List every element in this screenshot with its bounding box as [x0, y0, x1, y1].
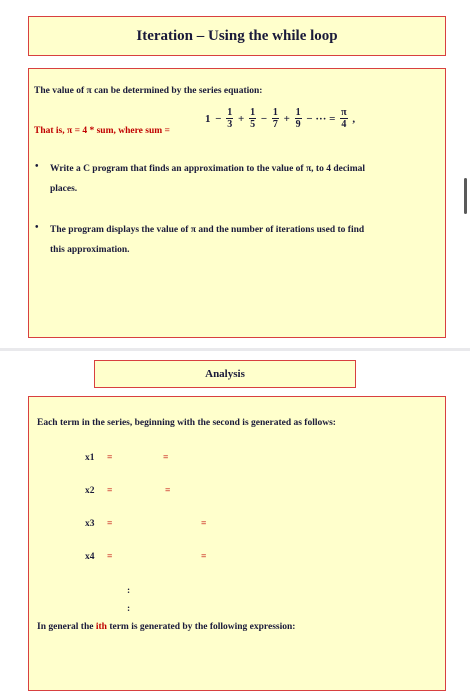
- term-row-equals: =: [165, 486, 171, 496]
- formula-fraction: $\frac{1}{3}$: [227, 107, 233, 130]
- slide-1-title-box: [28, 16, 446, 56]
- formula-lead: 1: [205, 112, 211, 125]
- term-row-label: x4: [85, 552, 95, 562]
- continuation-colon: :: [127, 604, 131, 614]
- formula-op: −: [215, 112, 222, 125]
- general-term-post: term is generated by the following expression:: [106, 622, 296, 632]
- slide-2: [0, 351, 470, 700]
- general-term-ith: ith: [95, 622, 107, 632]
- analysis-intro: Each term in the series, beginning with the second is generated as follows:: [37, 418, 336, 428]
- that-is-label: That is, π = 4 * sum, where sum =: [34, 126, 170, 136]
- term-row-equals: =: [107, 453, 113, 463]
- formula-result: $\frac{\pi}{4}$: [341, 107, 347, 130]
- bullet-2-line-1: The program displays the value of π and the number of iterations used to find: [50, 225, 365, 235]
- term-row-label: x2: [85, 486, 95, 496]
- formula-fraction: $\frac{1}{9}$: [295, 107, 301, 130]
- term-row-label: x3: [85, 519, 95, 529]
- bullet-2-line-2: this approximation.: [50, 245, 130, 255]
- bullet-1-line-1: Write a C program that finds an approximation to the value of π, to 4 decimal: [50, 164, 366, 174]
- formula-fraction: $\frac{1}{5}$: [250, 107, 256, 130]
- series-intro: The value of π can be determined by the series equation:: [34, 86, 263, 96]
- formula-fraction: $\frac{1}{7}$: [272, 107, 278, 130]
- scrollbar-thumb[interactable]: [464, 178, 467, 214]
- term-row-equals: =: [201, 552, 207, 562]
- slide-2-title-box: [94, 360, 356, 388]
- formula-op: +: [238, 112, 245, 125]
- bullet-dot: •: [35, 222, 39, 233]
- continuation-colon: :: [127, 586, 131, 596]
- term-row-equals: =: [107, 486, 113, 496]
- general-term-pre: In general the: [37, 622, 96, 632]
- term-row-equals: =: [107, 552, 113, 562]
- slide-1-title: Iteration – Using the while loop: [136, 28, 338, 44]
- term-row-equals: =: [163, 453, 169, 463]
- formula-end: ,: [352, 112, 356, 125]
- slide-1: [0, 0, 470, 348]
- slide-2-content-box: [28, 396, 446, 691]
- formula-tail: − ··· =: [306, 112, 336, 125]
- term-row-label: x1: [85, 453, 95, 463]
- term-row-equals: =: [107, 519, 113, 529]
- series-formula: [204, 107, 356, 130]
- formula-op: −: [260, 112, 268, 125]
- bullet-1: [50, 159, 442, 199]
- term-row-equals: =: [201, 519, 207, 529]
- bullet-1-line-2: places.: [50, 184, 78, 194]
- general-term-line: [37, 617, 295, 637]
- that-is-line: [34, 121, 170, 141]
- formula-op: +: [283, 112, 290, 125]
- slide-2-title: Analysis: [205, 368, 245, 380]
- bullet-dot: •: [35, 161, 39, 172]
- bullet-2: [50, 220, 442, 260]
- slide-1-content-box: [28, 68, 446, 338]
